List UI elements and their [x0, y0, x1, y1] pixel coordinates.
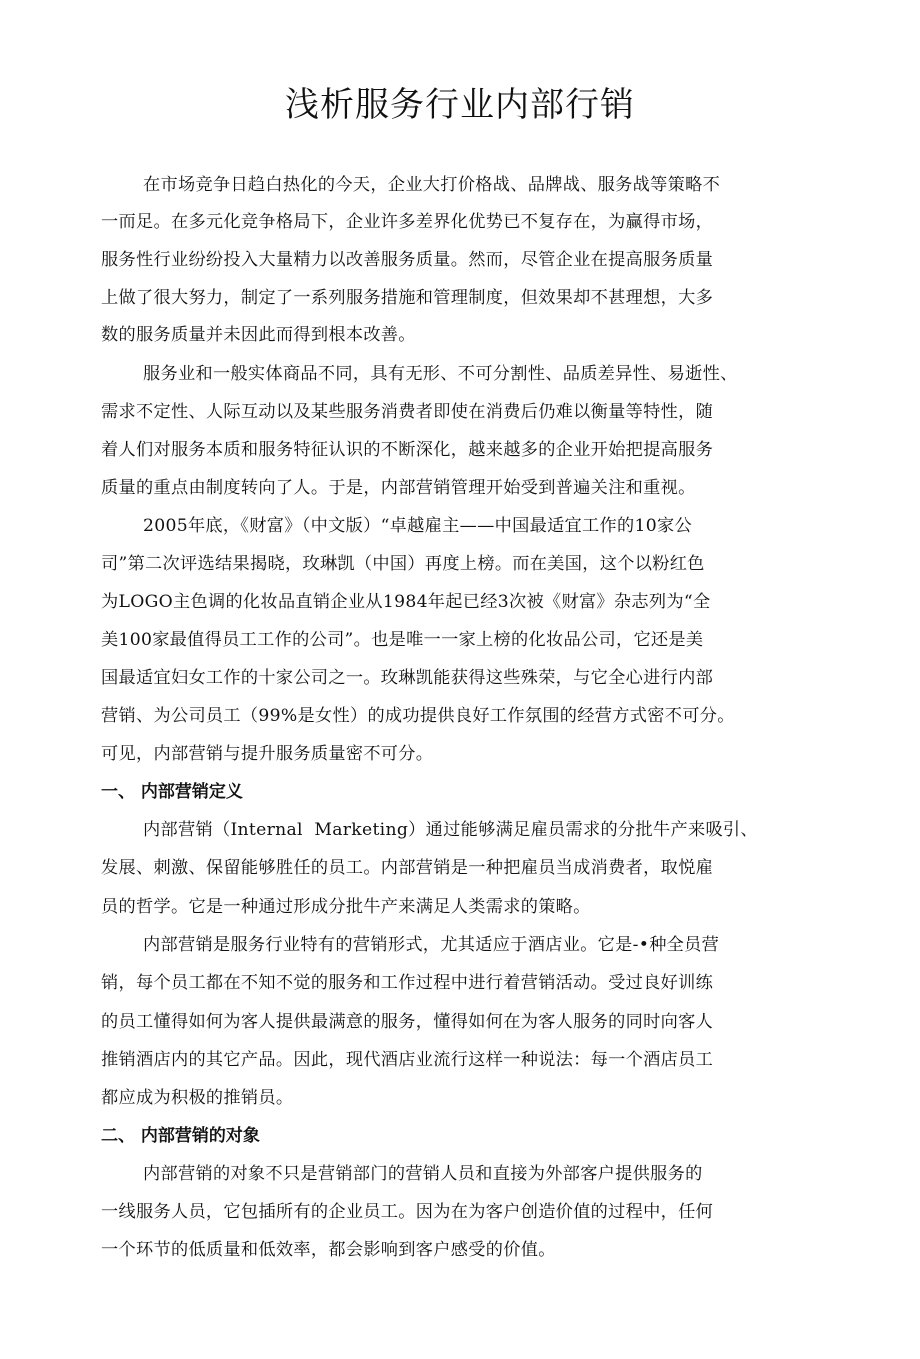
intro-line: 服务性行业纷纷投入大量精力以改善服务质量。然而，尽管企业在提高服务质量 [101, 250, 714, 270]
section1-line: 内部营销（Internal Marketing）通过能够满足雇员需求的分批牛产来吸引、 [143, 820, 758, 840]
section-heading: 二、 内部营销的对象 [101, 1126, 260, 1146]
intro-line: 国最适宜妇女工作的十家公司之一。玫琳凯能获得这些殊荣，与它全心进行内部 [101, 668, 714, 688]
section2-line: 一个环节的低质量和低效率，都会影响到客户感受的价值。 [101, 1240, 556, 1260]
intro-line: 可见，内部营销与提升服务质量密不可分。 [101, 744, 434, 764]
intro-line: 服务业和一般实体商品不同，具有无形、不可分割性、品质差异性、易逝性、 [143, 364, 738, 384]
section1-line: 都应成为积极的推销员。 [101, 1088, 294, 1108]
section1-line: 内部营销是服务行业特有的营销形式，尤其适应于酒店业。它是-•种全员营 [143, 935, 720, 955]
intro-line: 营销、为公司员工（99%是女性）的成功提供良好工作氛围的经营方式密不可分。 [101, 706, 735, 726]
section1-line: 销，每个员工都在不知不觉的服务和工作过程中进行着营销活动。受过良好训练 [101, 973, 714, 993]
intro-line: 质量的重点由制度转向了人。于是，内部营销管理开始受到普遍关注和重视。 [101, 478, 696, 498]
intro-line: 为LOGO主色调的化妆品直销企业从1984年起已经3次被《财富》杂志列为“全 [101, 592, 711, 612]
section1-line: 发展、刺激、保留能够胜任的员工。内部营销是一种把雇员当成消费者，取悦雇 [101, 858, 714, 878]
intro-line: 需求不定性、人际互动以及某些服务消费者即使在消费后仍难以衡量等特性，随 [101, 402, 714, 422]
intro-line: 美100家最值得员工工作的公司”。也是唯一一家上榜的化妆品公司，它还是美 [101, 630, 704, 650]
intro-line: 在市场竞争日趋白热化的今天，企业大打价格战、品牌战、服务战等策略不 [143, 175, 721, 195]
section1-line: 的员工懂得如何为客人提供最满意的服务，懂得如何在为客人服务的同时向客人 [101, 1012, 714, 1032]
section2-line: 一线服务人员，它包插所有的企业员工。因为在为客户创造价值的过程中，任何 [101, 1202, 714, 1222]
document-title: 浅析服务行业内部行销 [285, 85, 635, 125]
intro-line: 一而足。在多元化竞争格局下，企业许多差界化优势已不复存在，为赢得市场， [101, 212, 714, 232]
section1-line: 员的哲学。它是一种通过形成分批牛产来满足人类需求的策略。 [101, 897, 591, 917]
intro-line: 司”第二次评选结果揭晓，玫琳凯（中国）再度上榜。而在美国，这个以粉红色 [101, 554, 705, 574]
intro-line: 上做了很大努力，制定了一系列服务措施和管理制度，但效果却不甚理想，大多 [101, 288, 714, 308]
intro-line: 数的服务质量并未因此而得到根本改善。 [101, 325, 416, 345]
section2-line: 内部营销的对象不只是营销部门的营销人员和直接为外部客户提供服务的 [143, 1164, 703, 1184]
intro-line: 2005年底，《财富》（中文版）“卓越雇主——中国最适宜工作的10家公 [143, 516, 692, 536]
intro-line: 着人们对服务本质和服务特征认识的不断深化，越来越多的企业开始把提高服务 [101, 440, 714, 460]
section1-line: 推销酒店内的其它产品。因此，现代酒店业流行这样一种说法：每一个酒店员工 [101, 1050, 714, 1070]
section-heading: 一、 内部营销定义 [101, 782, 243, 802]
